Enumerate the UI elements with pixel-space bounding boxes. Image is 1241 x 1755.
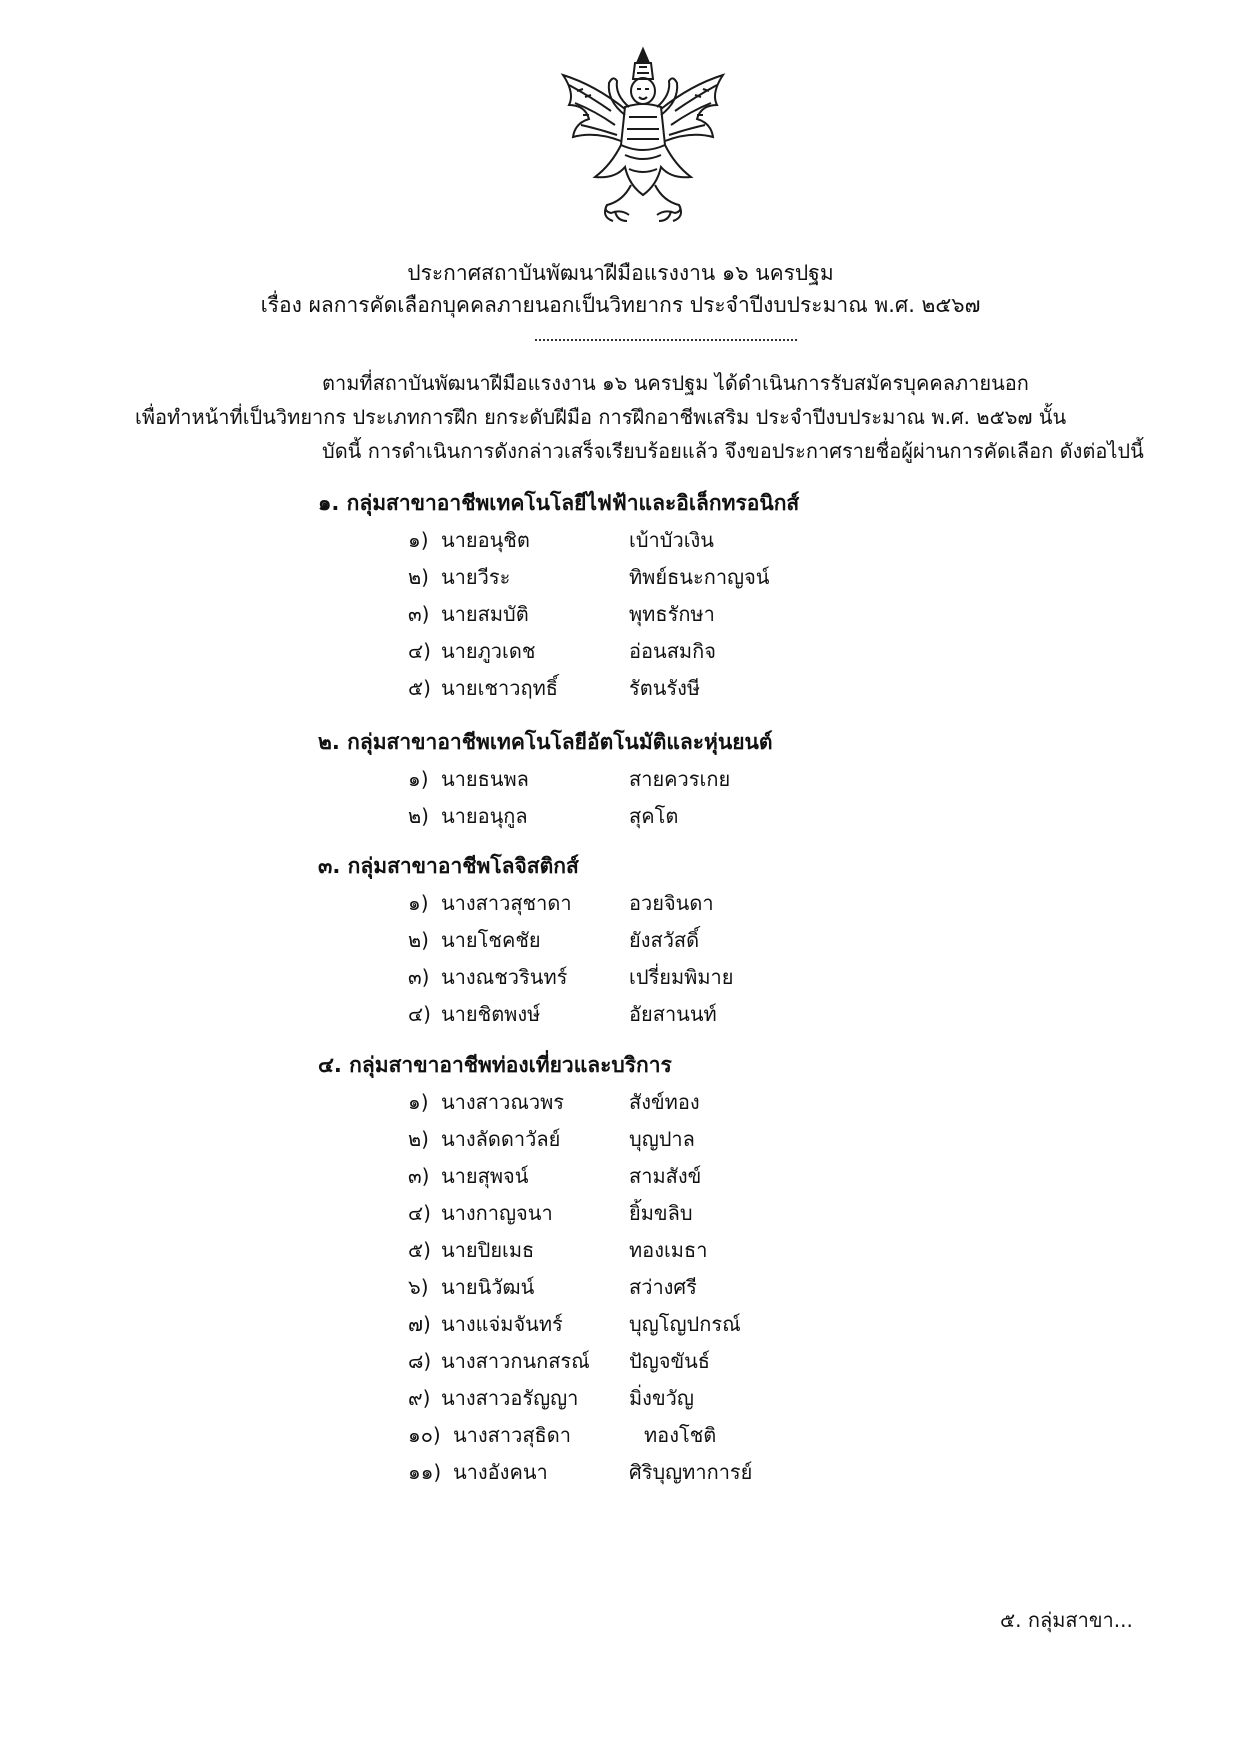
last-name: พุทธรักษา [629, 602, 715, 626]
list-item [408, 925, 700, 955]
item-number: ๓) [408, 1164, 430, 1188]
last-name: บุญโญปกรณ์ [629, 1312, 741, 1336]
first-name: นางสาวอรัญญา [441, 1386, 579, 1410]
first-name: นายชิตพงษ์ [441, 1002, 541, 1026]
list-item [408, 1161, 702, 1191]
dotted-divider [535, 339, 797, 341]
last-name: ยังสวัสดิ์ [629, 928, 700, 952]
item-number: ๓) [408, 965, 430, 989]
item-number: ๒) [408, 804, 429, 828]
group-title: ๔. กลุ่มสาขาอาชีพท่องเที่ยวและบริการ [318, 1053, 672, 1077]
announcement-subject: เรื่อง ผลการคัดเลือกบุคคลภายนอกเป็นวิทยากร ประจำปีงบประมาณ พ.ศ. ๒๕๖๗ [260, 293, 981, 317]
last-name: เบ้าบัวเงิน [629, 528, 714, 552]
first-name: นางอังคนา [453, 1460, 548, 1484]
item-number: ๒) [408, 928, 429, 952]
last-name: สังข์ทอง [629, 1090, 700, 1114]
last-name: ปัญจขันธ์ [629, 1349, 711, 1373]
last-name: ทองเมธา [629, 1238, 708, 1262]
item-number: ๕) [408, 1238, 431, 1262]
item-number: ๒) [408, 565, 429, 589]
first-name: นายปิยเมธ [441, 1238, 535, 1262]
item-number: ๔) [408, 1201, 431, 1225]
list-item [408, 1383, 694, 1413]
first-name: นายวีระ [441, 565, 511, 589]
item-number: ๑) [408, 891, 429, 915]
item-number: ๑๑) [408, 1460, 442, 1484]
first-name: นายสุพจน์ [441, 1164, 529, 1188]
item-number: ๒) [408, 1127, 429, 1151]
first-name: นางกาญจนา [441, 1201, 553, 1225]
first-name: นายเชาวฤทธิ์ [441, 676, 558, 700]
list-item [408, 962, 734, 992]
first-name: นางแจ่มจันทร์ [441, 1312, 563, 1336]
last-name: ศิริบุญทาการย์ [629, 1460, 753, 1484]
item-number: ๖) [408, 1275, 429, 1299]
first-name: นางสาวสุธิดา [453, 1423, 571, 1447]
first-name: นายภูวเดช [441, 639, 536, 663]
list-item [408, 999, 717, 1029]
list-item [408, 1457, 753, 1487]
last-name: รัตนรังษี [629, 676, 701, 700]
last-name: สุคโต [629, 804, 679, 828]
last-name: เปรี่ยมพิมาย [629, 965, 734, 989]
list-item [408, 673, 701, 703]
list-item [408, 1124, 695, 1154]
last-name: ทองโชติ [644, 1423, 717, 1447]
next-page-continuation: ๕. กลุ่มสาขา... [1000, 1608, 1133, 1632]
item-number: ๙) [408, 1386, 431, 1410]
announcement-title: ประกาศสถาบันพัฒนาฝีมือแรงงาน ๑๖ นครปฐม [407, 261, 834, 285]
intro-paragraph-line-1: ตามที่สถาบันพัฒนาฝีมือแรงงาน ๑๖ นครปฐม ได้ดำเนินการรับสมัครบุคคลภายนอก [322, 371, 1029, 395]
first-name: นางสาวณวพร [441, 1090, 565, 1114]
item-number: ๑) [408, 528, 429, 552]
item-number: ๑) [408, 767, 429, 791]
list-item [408, 888, 714, 918]
first-name: นางณชวรินทร์ [441, 965, 568, 989]
list-item [408, 525, 714, 555]
last-name: บุญปาล [629, 1127, 695, 1151]
item-number: ๗) [408, 1312, 431, 1336]
last-name: มิ่งขวัญ [629, 1386, 694, 1410]
list-item [408, 599, 715, 629]
first-name: นางสาวกนกสรณ์ [441, 1349, 590, 1373]
group-title: ๒. กลุ่มสาขาอาชีพเทคโนโลยีอัตโนมัติและหุ่นยนต์ [318, 730, 773, 754]
list-item [408, 1198, 693, 1228]
first-name: นายโชคชัย [441, 928, 541, 952]
last-name: อ่อนสมกิจ [629, 639, 716, 663]
item-number: ๑) [408, 1090, 429, 1114]
list-item [408, 562, 770, 592]
list-item [408, 1272, 697, 1302]
last-name: สายควรเกย [629, 767, 731, 791]
list-item [408, 1346, 711, 1376]
list-item [408, 1087, 700, 1117]
list-item [408, 636, 716, 666]
last-name: ทิพย์ธนะกาญจน์ [629, 565, 770, 589]
last-name: สว่างศรี [629, 1275, 697, 1299]
last-name: อวยจินดา [629, 891, 714, 915]
first-name: นางสาวสุชาดา [441, 891, 572, 915]
group-title: ๓. กลุ่มสาขาอาชีพโลจิสติกส์ [318, 854, 579, 878]
intro-paragraph-line-3: บัดนี้ การดำเนินการดังกล่าวเสร็จเรียบร้อยแล้ว จึงขอประกาศรายชื่อผู้ผ่านการคัดเลือก ดังต่อไปนี้ [322, 439, 1144, 463]
first-name: นายนิวัฒน์ [441, 1275, 535, 1299]
item-number: ๑๐) [408, 1423, 441, 1447]
item-number: ๕) [408, 676, 431, 700]
item-number: ๔) [408, 639, 431, 663]
item-number: ๔) [408, 1002, 431, 1026]
list-item [408, 1309, 741, 1339]
garuda-emblem-icon [555, 45, 731, 225]
list-item [408, 801, 679, 831]
item-number: ๓) [408, 602, 430, 626]
last-name: สามสังข์ [629, 1164, 702, 1188]
list-item [408, 1420, 717, 1450]
item-number: ๘) [408, 1349, 432, 1373]
first-name: นายอนุชิต [441, 528, 530, 552]
first-name: นายสมบัติ [441, 602, 529, 626]
first-name: นางลัดดาวัลย์ [441, 1127, 561, 1151]
last-name: ยิ้มขลิบ [629, 1201, 693, 1225]
list-item [408, 764, 731, 794]
first-name: นายอนุกูล [441, 804, 528, 828]
first-name: นายธนพล [441, 767, 529, 791]
group-title: ๑. กลุ่มสาขาอาชีพเทคโนโลยีไฟฟ้าและอิเล็กทรอนิกส์ [318, 491, 800, 515]
last-name: อัยสานนท์ [629, 1002, 717, 1026]
list-item [408, 1235, 708, 1265]
intro-paragraph-line-2: เพื่อทำหน้าที่เป็นวิทยากร ประเภทการฝึก ยกระดับฝีมือ การฝึกอาชีพเสริม ประจำปีงบประมาณ พ.ศ. ๒๕๖๗ นั้น [135, 405, 1067, 429]
